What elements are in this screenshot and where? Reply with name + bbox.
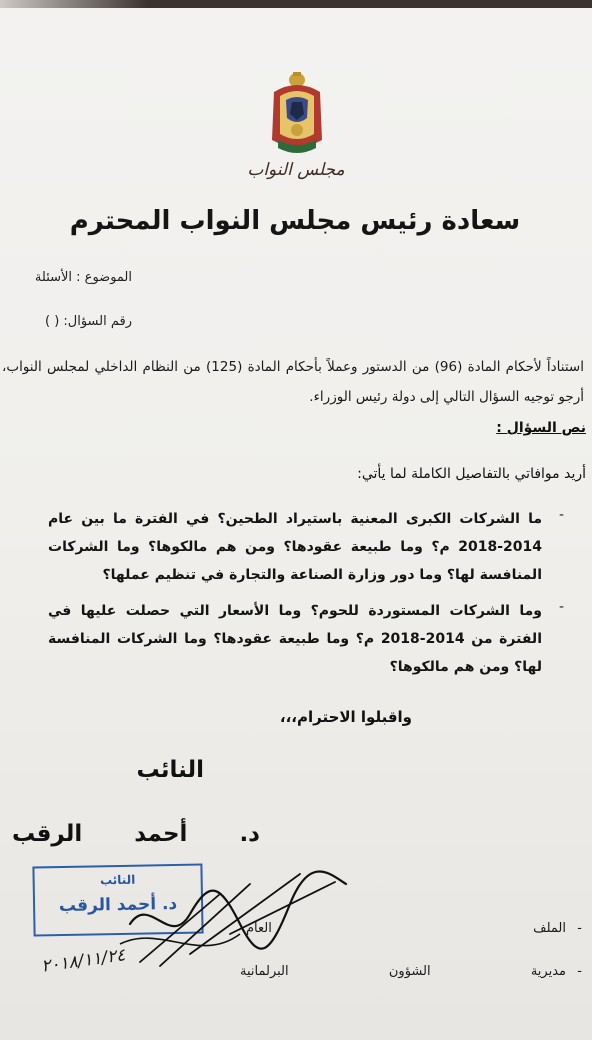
question-item: وما الشركات المستوردة للحوم؟ وما الأسعار التي حصلت عليها في الفترة من 2014-2018 م؟ وما طبيعة عقودها؟ وما الشركات المنافسة لها؟ ومن هم مالكوها؟ xyxy=(48,603,542,675)
question-lead: أريد موافاتي بالتفاصيل الكاملة لما يأتي: xyxy=(357,466,586,482)
photo-top-edge xyxy=(0,0,592,8)
handwritten-date xyxy=(24,936,144,982)
question-item: ما الشركات الكبرى المعنية باستيراد الطحين؟ في الفترة ما بين عام 2014-2018 م؟ وما طبيعة عقودها؟ ومن هم مالكوها؟ وما الشركات المنافسة لها؟ وما دور وزارة الصناعة والتجارة في تنظيم عملها؟ xyxy=(48,511,542,583)
cc-parliamentary-affairs: مديرية الشؤون البرلمانية xyxy=(240,964,566,979)
question-number: رقم السؤال: ( ) xyxy=(44,314,132,329)
signatory-title: النائب xyxy=(136,757,204,783)
bullet-mark: - xyxy=(558,507,564,523)
intro-paragraph: استناداً لأحكام المادة (96) من الدستور وعملاً بأحكام المادة (125) من النظام الداخلي لمجلس النواب، أرجو توجيه السؤال التالي إلى دولة رئيس الوزراء. xyxy=(2,359,584,405)
coat-of-arms-icon xyxy=(266,70,328,158)
stamp-title: النائب xyxy=(99,872,136,888)
cc-general-file: الملف العام xyxy=(246,921,566,936)
parliament-logo: مجلس النواب xyxy=(247,160,345,180)
stamp-name: د. أحمد الرقب xyxy=(58,893,178,917)
subject-line: الموضوع : الأسئلة xyxy=(34,270,132,285)
svg-text:٢٠١٨/١١/٢٤: ٢٠١٨/١١/٢٤ xyxy=(40,945,127,977)
document-page xyxy=(0,8,592,1040)
bullet-mark: - xyxy=(558,599,564,615)
addressee-title: سعادة رئيس مجلس النواب المحترم xyxy=(69,206,521,236)
signatory-name: د. أحمد الرقب xyxy=(12,821,260,847)
cc-dash: - xyxy=(577,921,582,936)
closing-line: واقبلوا الاحترام،،، xyxy=(279,708,412,726)
cc-dash: - xyxy=(577,964,582,979)
question-label: نص السؤال : xyxy=(496,420,586,436)
